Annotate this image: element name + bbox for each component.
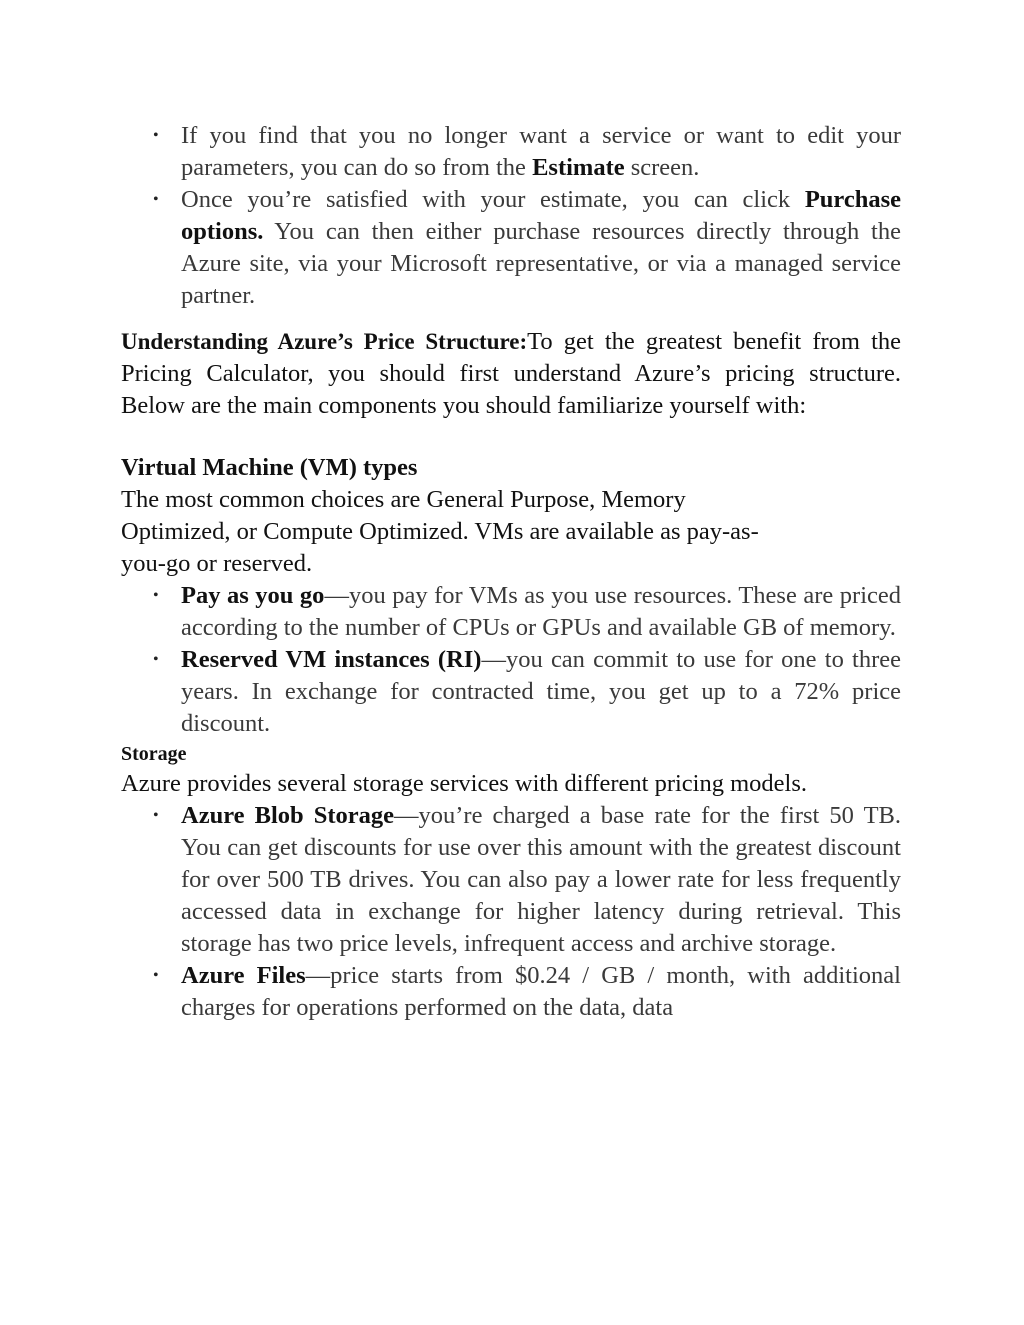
list-item [121, 184, 901, 312]
list-item-text: You can then either purchase resources directly through the Azure site, via your Microsoft representative, or via a managed service partner. [181, 218, 901, 309]
list-item-bold: Pay as you go [181, 582, 325, 609]
vm-heading [121, 452, 901, 484]
storage-bullet-list [121, 800, 901, 1024]
vm-heading-text: Virtual Machine (VM) types [121, 454, 418, 481]
list-item-text: If you find that you no longer want a service or want to edit your parameters, you can do so from the [181, 122, 901, 181]
list-item [121, 960, 901, 1024]
pricing-paragraph [121, 326, 901, 422]
list-item-text: —you can commit to use for one to three years. In exchange for contracted time, you get up to a 72% price discount. [181, 646, 901, 737]
list-item-bold: Purchase options. [181, 186, 901, 245]
list-item-text: Once you’re satisfied with your estimate, you can click [181, 186, 805, 213]
list-item-text: —you’re charged a base rate for the first 50 TB. You can get discounts for use over this amount with the greatest discount for over 500 TB drives. You can also pay a lower rate for less frequently accessed data in exchange for higher latency during retrieval. This storage has two price levels, infrequent access and archive storage. [181, 802, 902, 957]
pricing-heading: Understanding Azure’s Price Structure: [121, 329, 528, 354]
vm-bullet-list [121, 580, 901, 740]
list-item-bold: Azure Files [181, 962, 306, 989]
pricing-text: To get the greatest benefit from the Pricing Calculator, you should first understand Azure’s pricing structure. Below are the main components you should familiarize yourself with: [121, 328, 901, 419]
list-item [121, 800, 901, 960]
list-item-text: —price starts from $0.24 / GB / month, with additional charges for operations performed on the data, data [181, 962, 901, 1021]
top-bullet-list [121, 120, 901, 312]
vm-intro: The most common choices are General Purpose, Memory Optimized, or Compute Optimized. VMs are available as pay-as-you-go or reserved. [121, 486, 759, 577]
list-item-bold: Estimate [532, 154, 625, 181]
list-item-text: screen. [624, 154, 700, 181]
list-item-bold: Azure Blob Storage [181, 802, 395, 829]
list-item-text: —you pay for VMs as you use resources. These are priced according to the number of CPUs or GPUs and available GB of memory. [181, 582, 901, 641]
list-item [121, 644, 901, 740]
storage-heading: Storage [121, 743, 187, 765]
document-body [121, 120, 901, 1024]
list-item [121, 580, 901, 644]
storage-intro: Azure provides several storage services with different pricing models. [121, 770, 807, 797]
list-item [121, 120, 901, 184]
list-item-bold: Reserved VM instances (RI) [181, 646, 482, 673]
